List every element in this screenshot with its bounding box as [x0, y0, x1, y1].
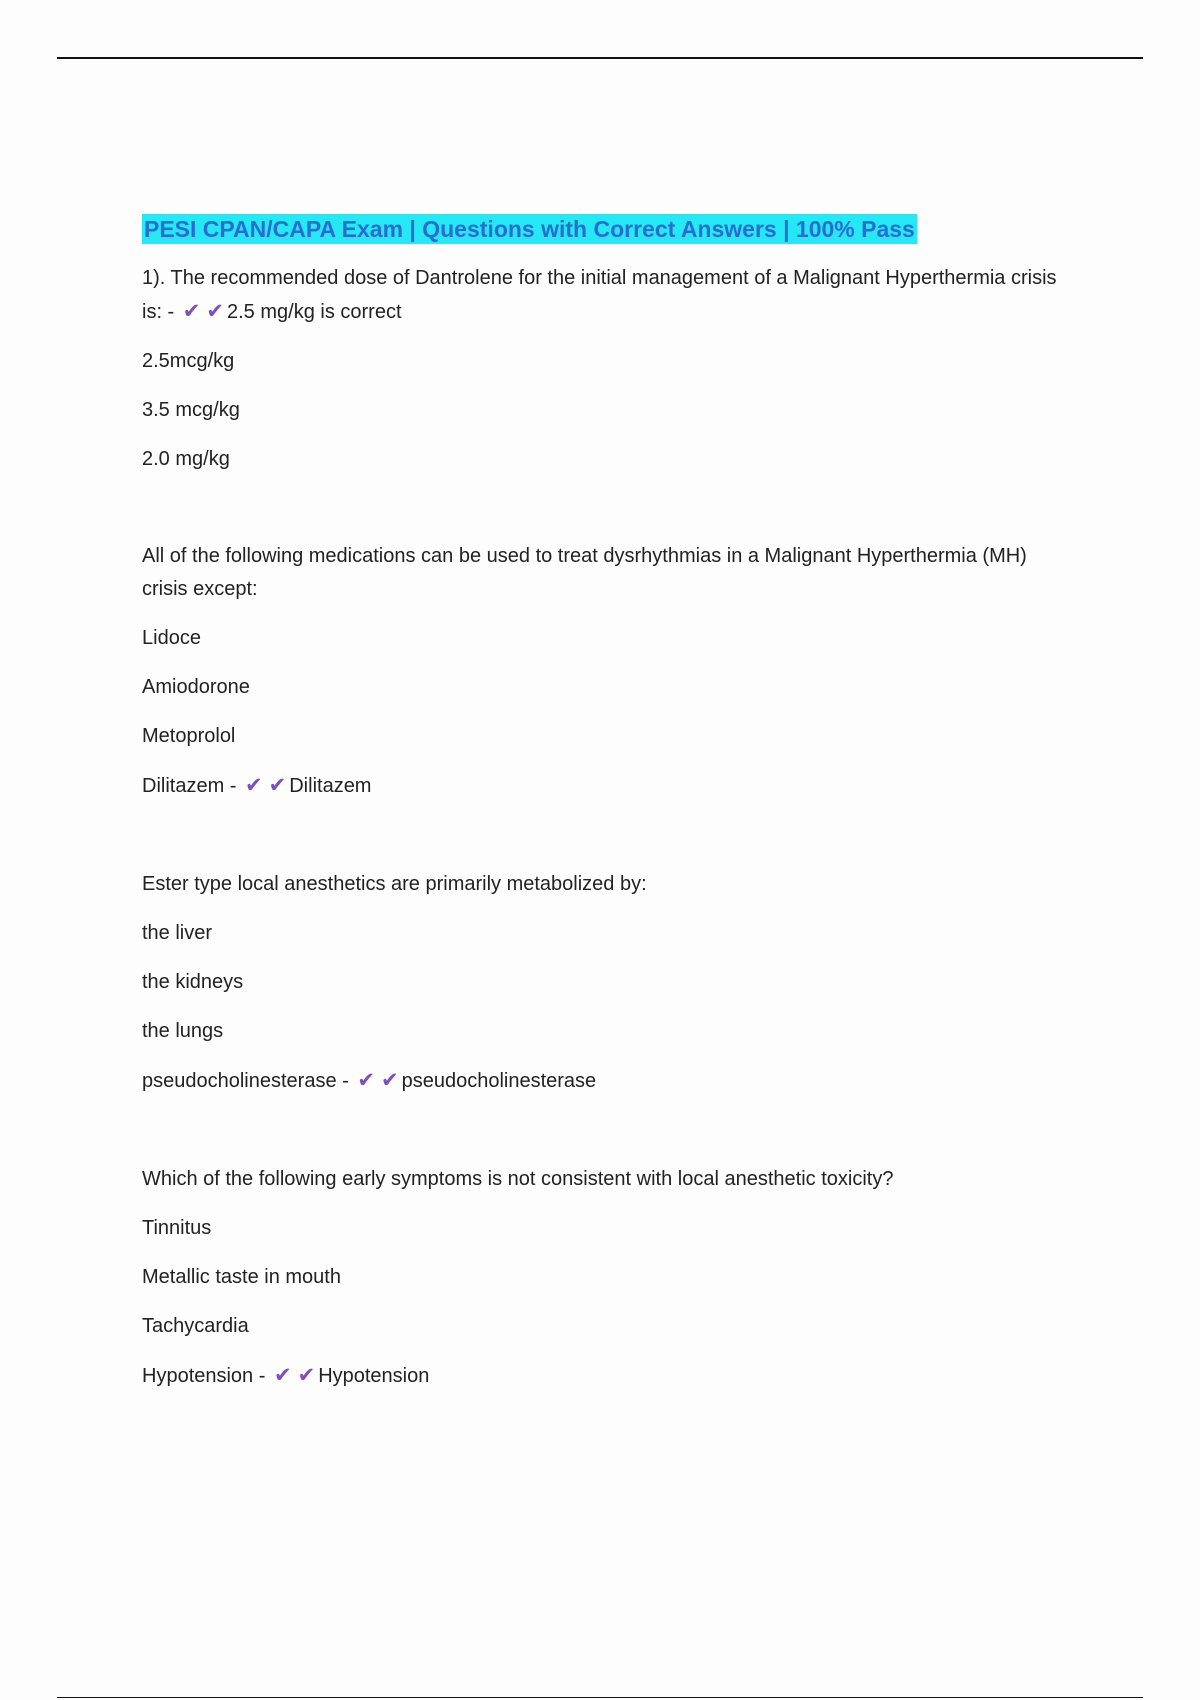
answer-option: Metoprolol — [142, 725, 236, 747]
answer-option: Tinnitus — [142, 1217, 212, 1239]
checkmark-icon: ✔ — [268, 774, 287, 797]
option-label: Dilitazem - — [142, 775, 237, 797]
header-rule — [57, 57, 1143, 59]
option-label: pseudocholinesterase - — [142, 1070, 349, 1092]
answer-option: the lungs — [142, 1020, 224, 1042]
question-block-4 — [142, 1163, 1072, 1393]
question-block-3 — [142, 868, 1072, 1098]
question-text — [142, 262, 1072, 329]
correct-answer: 2.5 mg/kg is correct — [227, 301, 402, 323]
answer-option-correct — [142, 769, 1072, 803]
question-text: Ester type local anesthetics are primarily metabolized by: — [142, 873, 647, 895]
correct-answer: Dilitazem — [289, 775, 372, 797]
checkmark-icon: ✔ — [273, 1364, 292, 1387]
answer-option: Amiodorone — [142, 676, 250, 698]
question-block-1 — [142, 262, 1072, 476]
answer-option: Metallic taste in mouth — [142, 1266, 341, 1288]
answer-option: 2.0 mg/kg — [142, 448, 230, 470]
question-text: Which of the following early symptoms is not consistent with local anesthetic toxicity? — [142, 1168, 894, 1190]
option-label: Hypotension - — [142, 1365, 266, 1387]
question-block-2 — [142, 540, 1072, 803]
answer-option: 2.5mcg/kg — [142, 350, 235, 372]
document-title: PESI CPAN/CAPA Exam | Questions with Correct Answers | 100% Pass — [144, 216, 915, 242]
answer-option: 3.5 mcg/kg — [142, 399, 240, 421]
checkmark-icon: ✔ — [182, 300, 201, 323]
answer-option: Tachycardia — [142, 1315, 249, 1337]
question-text: All of the following medications can be used to treat dysrhythmias in a Malignant Hyperthermia (MH) crisis except: — [142, 545, 1027, 600]
checkmark-icon: ✔ — [206, 300, 224, 323]
correct-answer: Hypotension — [318, 1365, 430, 1387]
checkmark-icon: ✔ — [357, 1069, 375, 1092]
answer-option: Lidoce — [142, 627, 201, 649]
correct-answer: pseudocholinesterase — [401, 1070, 597, 1092]
checkmark-icon: ✔ — [245, 774, 263, 797]
footer-rule — [57, 1697, 1143, 1698]
answer-option-correct — [142, 1064, 1072, 1098]
question-prompt: 1). The recommended dose of Dantrolene for the initial management of a Malignant Hyperthermia crisis is: - — [142, 267, 1057, 323]
answer-option: the liver — [142, 922, 213, 944]
checkmark-icon: ✔ — [380, 1069, 399, 1092]
document-body — [142, 214, 1072, 1393]
answer-option-correct — [142, 1359, 1072, 1393]
answer-option: the kidneys — [142, 971, 244, 993]
checkmark-icon: ✔ — [297, 1364, 316, 1387]
